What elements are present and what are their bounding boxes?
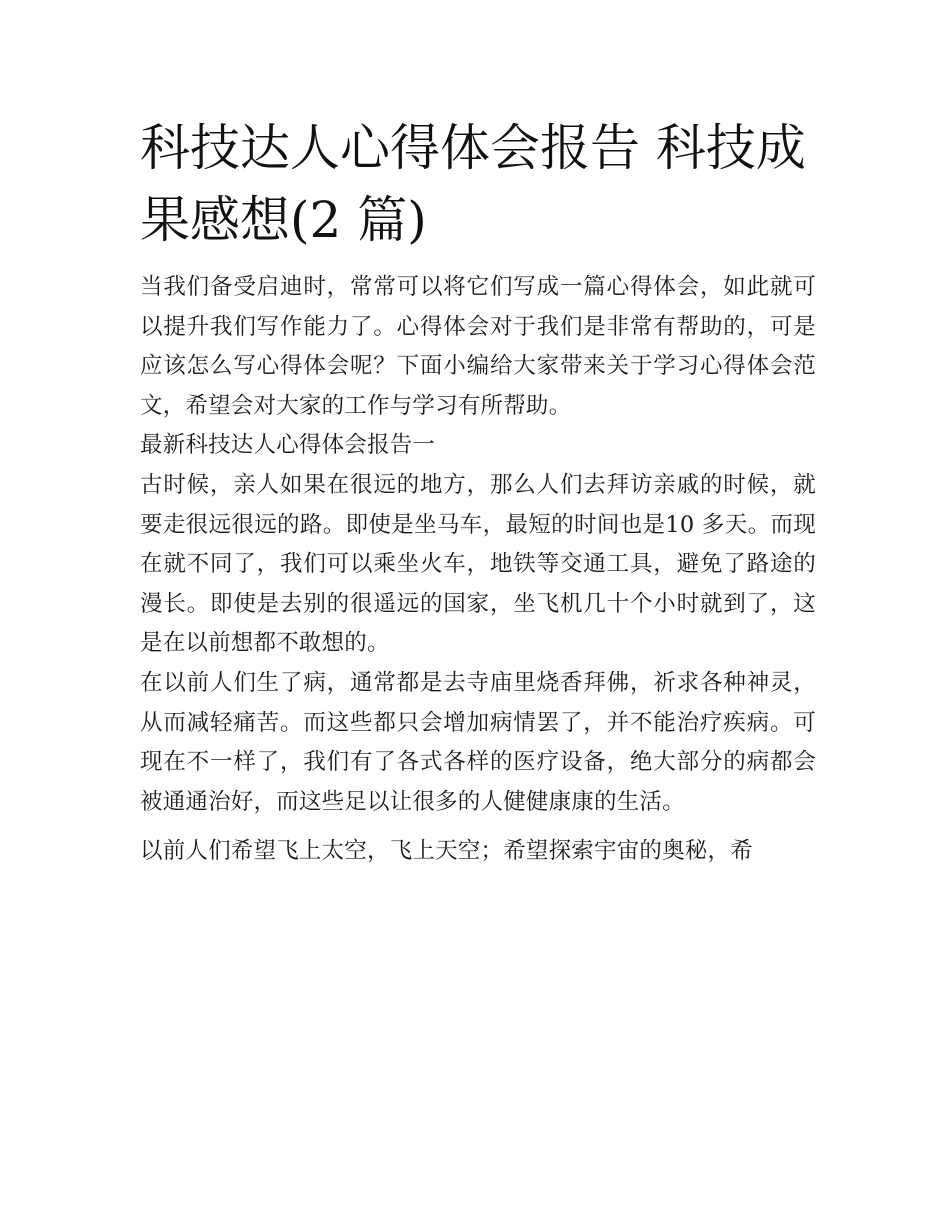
section-heading: 最新科技达人心得体会报告一	[140, 432, 436, 459]
body-paragraph-1: 古时候，亲人如果在很远的地方，那么人们去拜访亲戚的时候，就要走很远很远的路。即使是坐马车，最短的时间也是10 多天。而现在就不同了，我们可以乘坐火车，地铁等交通工具，避免了路途的漫长。即使是去别的很遥远的国家，坐飞机几十个小时就到了，这是在以前想都不敢想的。	[140, 471, 816, 657]
intro-paragraph: 当我们备受启迪时，常常可以将它们写成一篇心得体会，如此就可以提升我们写作能力了。心得体会对于我们是非常有帮助的，可是应该怎么写心得体会呢？下面小编给大家带来关于学习心得体会范文，希望会对大家的工作与学习有所帮助。	[140, 274, 816, 419]
body-paragraph-3: 以前人们希望飞上太空，飞上天空；希望探索宇宙的奥秘，希	[140, 838, 753, 865]
body-paragraph-2: 在以前人们生了病，通常都是去寺庙里烧香拜佛，祈求各种神灵，从而减轻痛苦。而这些都只会增加病情罢了，并不能治疗疾病。可现在不一样了，我们有了各式各样的医疗设备，绝大部分的病都会被通通治好，而这些足以让很多的人健健康康的生活。	[140, 669, 816, 815]
document-body	[140, 112, 816, 872]
document-title: 科技达人心得体会报告 科技成果感想(2 篇)	[140, 119, 806, 249]
